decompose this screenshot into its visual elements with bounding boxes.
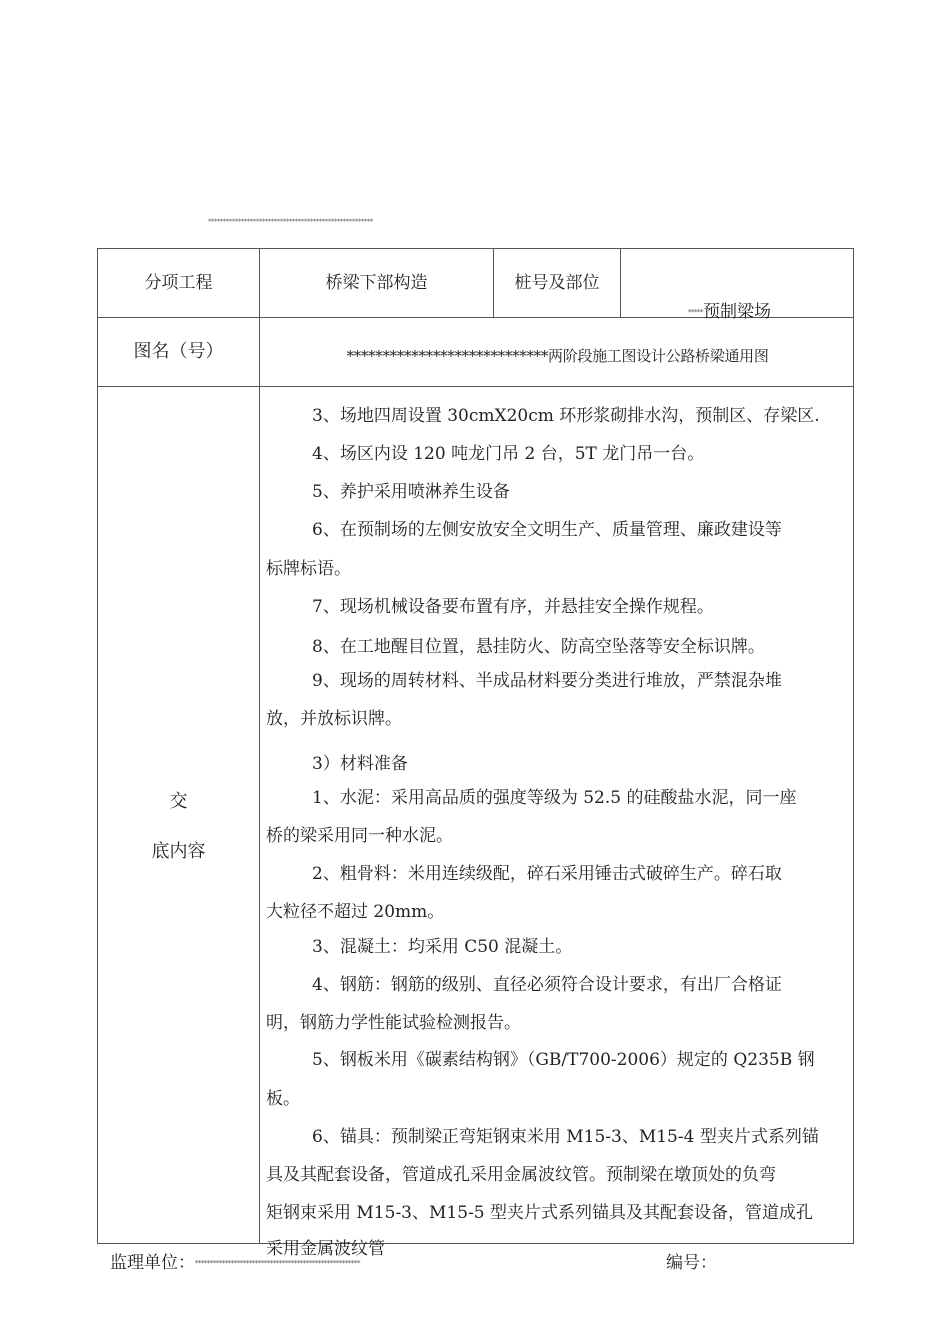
drawing-value: ****************************两阶段施工图设计公路桥梁通用图 <box>346 347 769 365</box>
content-line: 标牌标语。 <box>266 559 351 579</box>
sub-item-label: 分项工程 <box>144 273 213 293</box>
content-line: 矩钢束采用 M15-3、M15-5 型夹片式系列锚具及其配套设备，管道成孔 <box>266 1203 814 1223</box>
content-line: 板。 <box>266 1089 300 1109</box>
content-line: 6、在预制场的左侧安放安全文明生产、质量管理、廉政建设等 <box>312 520 782 540</box>
supervisor-label: 监理单位： <box>110 1253 195 1273</box>
content-line: 9、现场的周转材料、半成品材料要分类进行堆放，严禁混杂堆 <box>312 671 782 691</box>
content-line: 2、粗骨料：米用连续级配，碎石采用锤击式破碎生产。碎石取 <box>312 864 782 884</box>
content-line: 8、在工地醒目位置，悬挂防火、防高空坠落等安全标识牌。 <box>312 637 765 657</box>
footer-supervisor <box>110 1248 360 1273</box>
station-value <box>688 297 771 322</box>
content-line: 4、场区内设 120 吨龙门吊 2 台，5T 龙门吊一台。 <box>312 444 705 464</box>
content-line: 具及其配套设备，管道成孔采用金属波纹管。预制梁在墩顶处的负弯 <box>266 1165 776 1185</box>
content-line: 桥的梁采用同一种水泥。 <box>266 826 453 846</box>
content-line: 7、现场机械设备要布置有序，并悬挂安全操作规程。 <box>312 597 714 617</box>
disclosure-content <box>260 387 854 1259</box>
station-label: 桩号及部位 <box>514 273 600 293</box>
content-line: 1、水泥：采用高品质的强度等级为 52.5 的硅酸盐水泥，同一座 <box>312 788 797 808</box>
number-label: 编号： <box>666 1253 717 1273</box>
station-value-prefix: ***** <box>688 308 703 317</box>
top-header-mark: ******************************************************* <box>208 218 373 226</box>
column-divider <box>620 249 621 317</box>
sub-item-value: 桥梁下部构造 <box>325 273 428 293</box>
content-line: 采用金属波纹管 <box>266 1239 385 1259</box>
content-line: 3、场地四周设置 30cmX20cm 环形浆砌排水沟，预制区、存梁区. <box>312 406 820 426</box>
drawing-label: 图名（号） <box>133 341 224 362</box>
content-line: 3）材料准备 <box>312 754 408 774</box>
content-line: 放，并放标识牌。 <box>266 709 402 729</box>
content-line: 5、养护采用喷淋养生设备 <box>312 482 510 502</box>
content-label-line2: 底内容 <box>151 841 206 862</box>
content-line: 大粒径不超过 20mm。 <box>266 902 445 922</box>
content-label-line1: 交 <box>169 791 188 812</box>
content-line: 6、锚具：预制梁正弯矩钢束米用 M15-3、M15-4 型夹片式系列锚 <box>312 1127 819 1147</box>
footer-number <box>666 1248 717 1273</box>
content-line: 5、钢板米用《碳素结构钢》（GB/T700-2006）规定的 Q235B 钢 <box>312 1050 815 1070</box>
content-line: 明，钢筋力学性能试验检测报告。 <box>266 1013 521 1033</box>
disclosure-form-table <box>97 248 854 1259</box>
content-line: 3、混凝土：均采用 C50 混凝土。 <box>312 937 573 957</box>
content-line: 4、钢筋：钢筋的级别、直径必须符合设计要求，有出厂合格证 <box>312 975 782 995</box>
station-value-text: 预制梁场 <box>703 302 771 322</box>
supervisor-value: ******************************************************* <box>195 1259 360 1268</box>
